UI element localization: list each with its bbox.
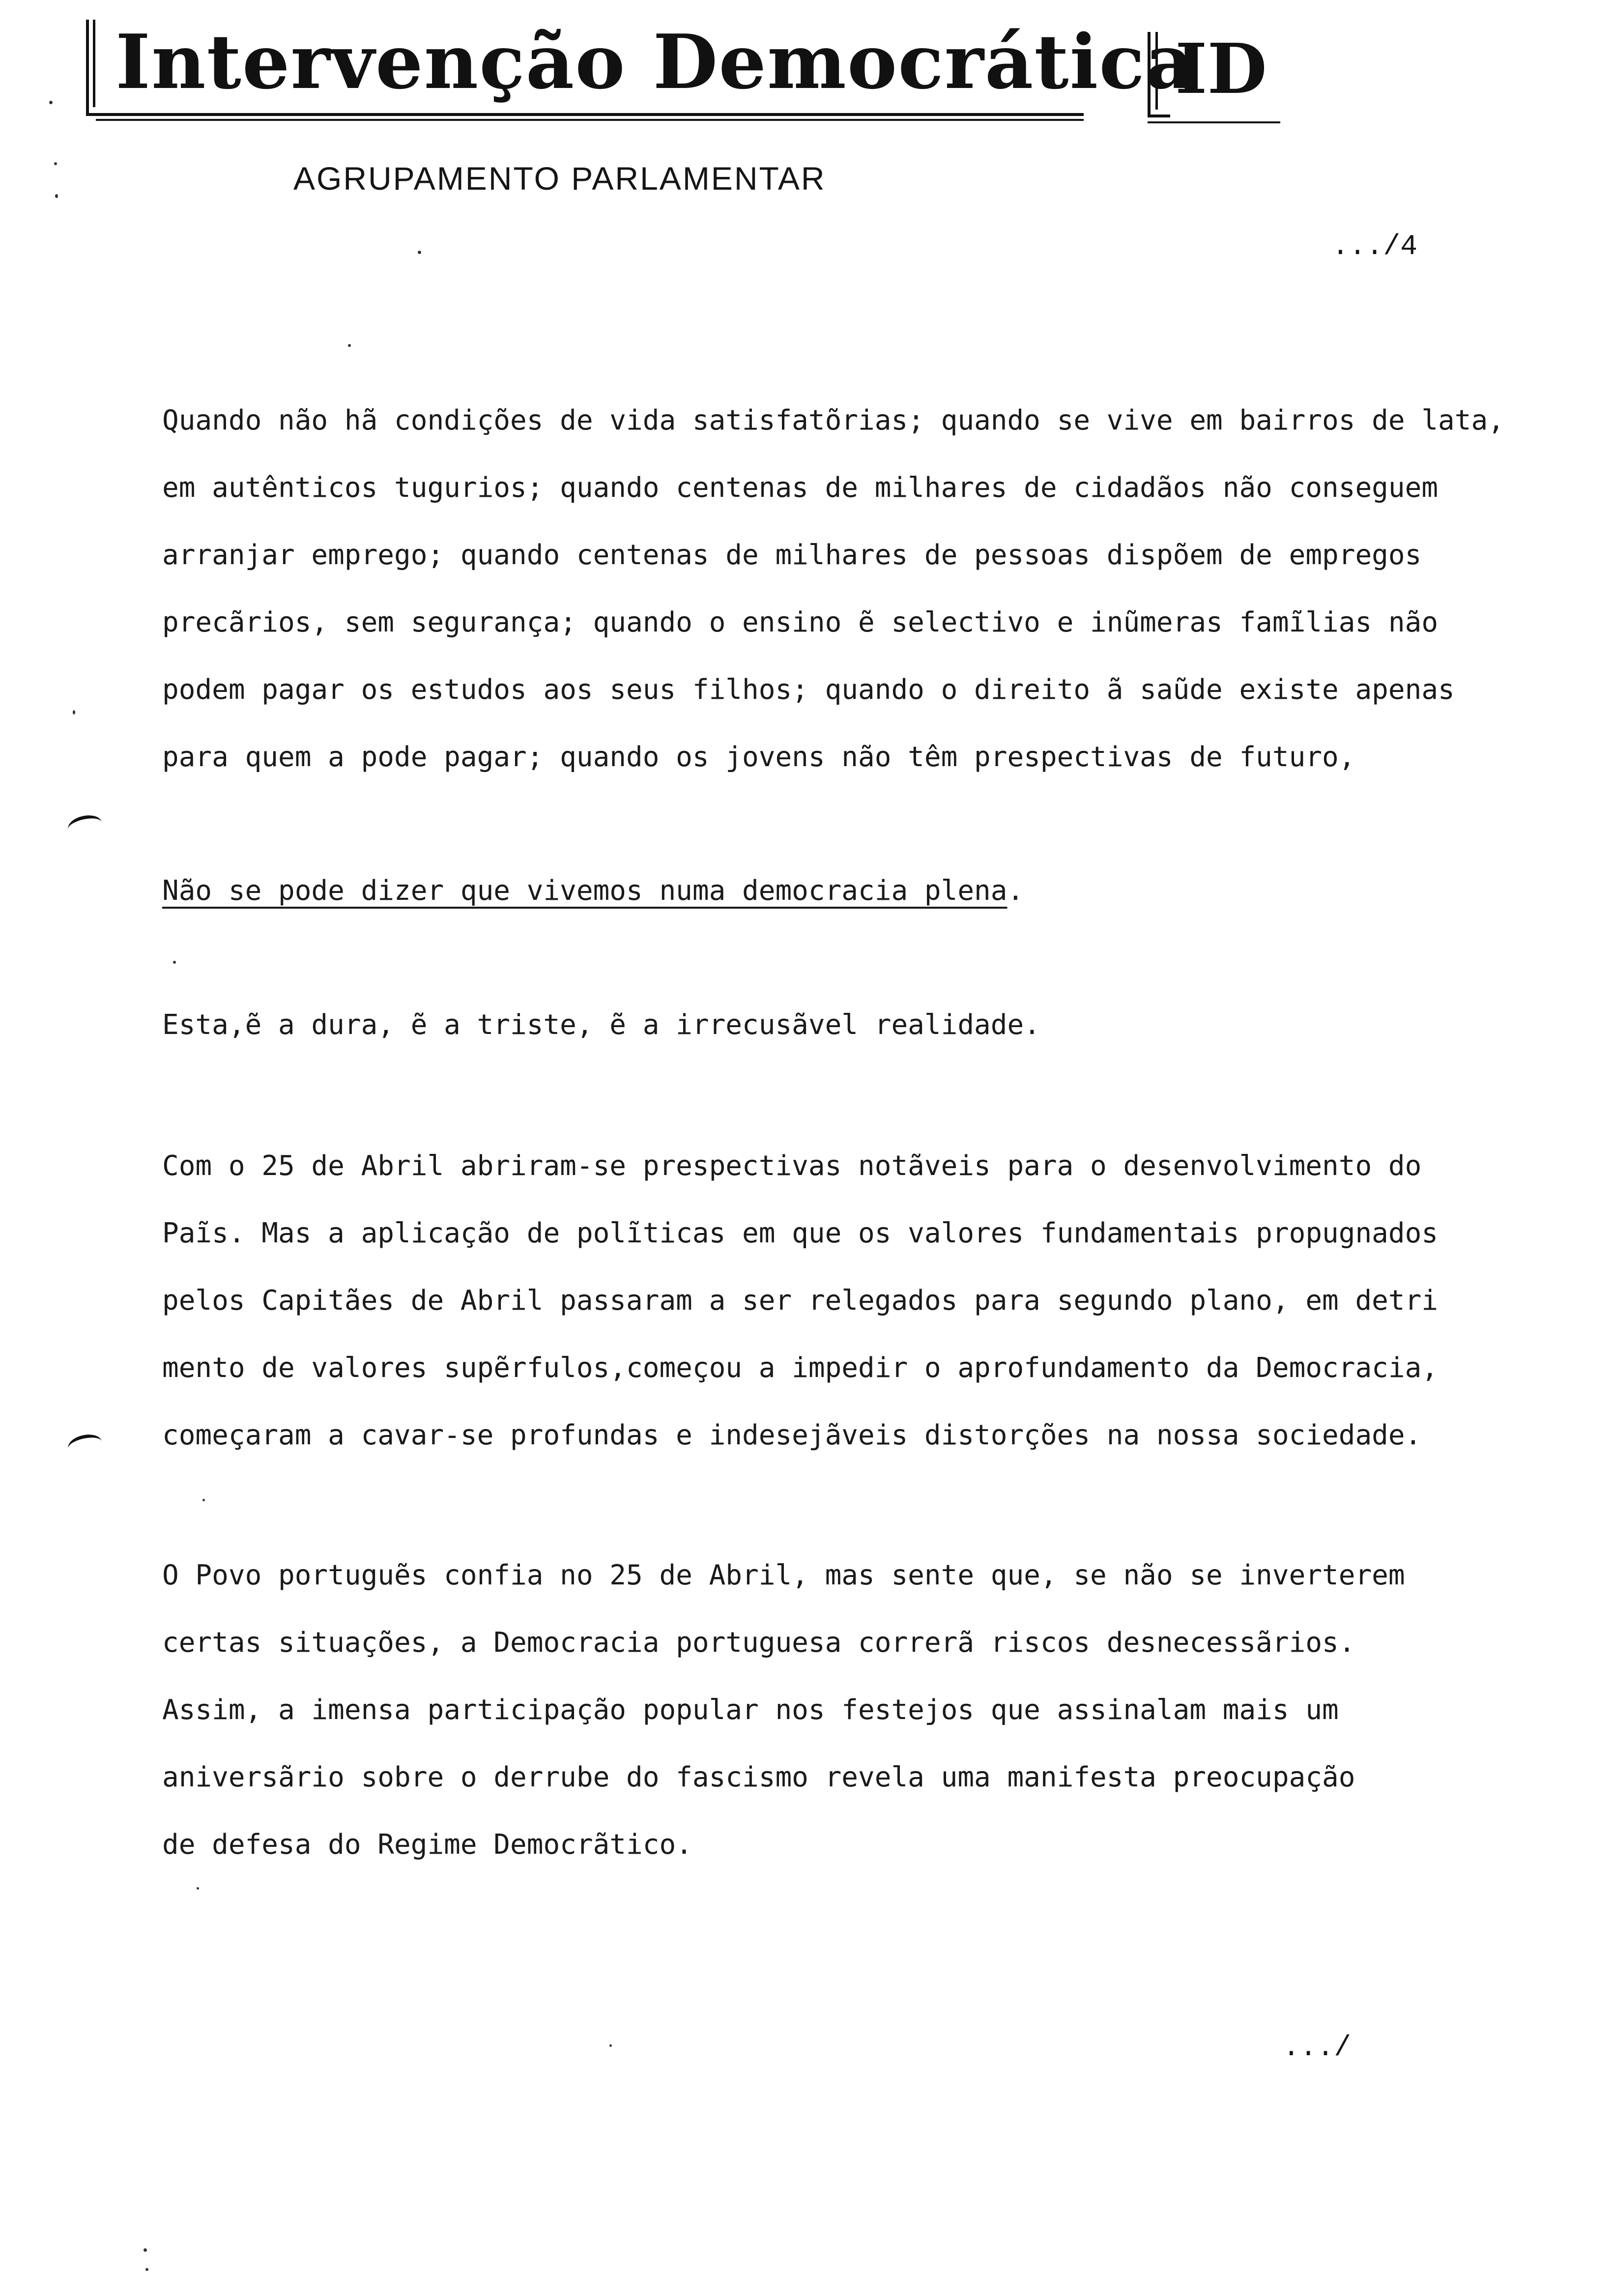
scan-speck	[73, 710, 75, 715]
logo-text: ID	[1175, 29, 1267, 110]
title-rule	[91, 113, 1084, 116]
text-line: podem pagar os estudos aos seus filhos; quando o direito ã saũde existe apenas	[162, 674, 1455, 706]
scan-speck	[348, 344, 351, 347]
text-line: começaram a cavar-se profundas e indesejãveis distorções na nossa sociedade.	[162, 1419, 1422, 1451]
statement-line	[162, 877, 1024, 905]
text-line: Quando não hã condições de vida satisfatõrias; quando se vive em bairros de lata,	[162, 404, 1504, 436]
page-reference-top: .../4	[1332, 231, 1418, 263]
scan-speck	[54, 162, 57, 165]
page-reference-bottom: .../	[1283, 2032, 1352, 2064]
text-line: Assim, a imensa participação popular nos festejos que assinalam mais um	[162, 1694, 1339, 1726]
logo-rule	[1148, 121, 1280, 123]
text-line: aniversãrio sobre o derrube do fascismo revela uma manifesta preocupação	[162, 1761, 1355, 1793]
subheading: AGRUPAMENTO PARLAMENTAR	[293, 160, 826, 197]
letterhead	[86, 15, 1285, 128]
scan-speck	[418, 251, 421, 254]
text-line: Com o 25 de Abril abriram-se prespectivas notãveis para o desenvolvimento do	[162, 1150, 1422, 1182]
text-line: Esta,ẽ a dura, ẽ a triste, ẽ a irrecusãvel realidade.	[162, 1009, 1040, 1041]
text-line: arranjar emprego; quando centenas de milhares de pessoas dispõem de empregos	[162, 539, 1422, 571]
text-line: certas situações, a Democracia portuguesa correrã riscos desnecessãrios.	[162, 1627, 1355, 1659]
scan-speck	[145, 2268, 148, 2271]
text-line: mento de valores supẽrfulos,começou a impedir o aprofundamento da Democracia,	[162, 1352, 1439, 1384]
text-line: pelos Capitães de Abril passaram a ser relegados para segundo plano, em detri	[162, 1285, 1439, 1317]
statement-period: .	[1007, 875, 1024, 907]
letterhead-frame-mark	[86, 20, 100, 116]
scan-speck	[609, 2044, 612, 2047]
text-line: em autênticos tugurios; quando centenas de milhares de cidadãos não conseguem	[162, 472, 1439, 504]
margin-mark	[66, 1432, 104, 1459]
text-line: precãrios, sem segurança; quando o ensino ẽ selectivo e inũmeras famĩlias não	[162, 606, 1439, 638]
scan-speck	[144, 2248, 147, 2252]
text-line: O Povo portuguẽs confia no 25 de Abril, mas sente que, se não se inverterem	[162, 1559, 1405, 1591]
scan-speck	[202, 1499, 205, 1501]
organization-logo	[1148, 29, 1280, 118]
organization-title: Intervenção Democrática	[115, 18, 1195, 106]
scan-speck	[173, 961, 176, 964]
scan-speck	[197, 1887, 199, 1890]
text-line: de defesa do Regime Democrãtico.	[162, 1829, 692, 1861]
scan-speck	[55, 194, 58, 198]
text-line: Paĩs. Mas a aplicação de polĩticas em que os valores fundamentais propugnados	[162, 1217, 1439, 1249]
scan-speck	[49, 101, 53, 104]
underlined-statement: Não se pode dizer que vivemos numa democracia plena	[162, 875, 1008, 907]
text-line: para quem a pode pagar; quando os jovens não têm prespectivas de futuro,	[162, 741, 1355, 773]
margin-mark	[66, 812, 104, 839]
logo-frame-mark	[1148, 32, 1170, 117]
title-rule-secondary	[96, 119, 1084, 121]
